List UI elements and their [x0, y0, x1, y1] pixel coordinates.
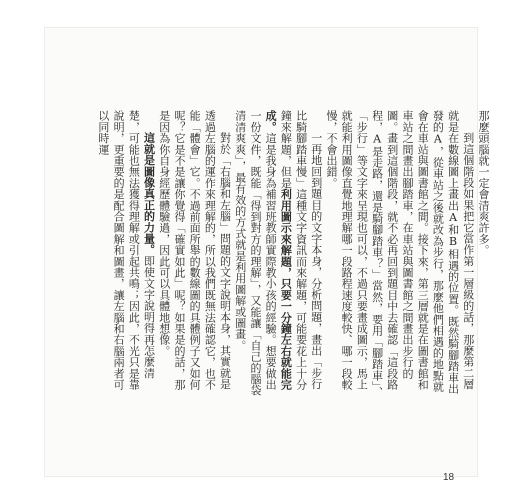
emphasis-text: 這就是圖像真正的力量。	[142, 132, 156, 256]
body-text: 即使文字說明得再怎麼清楚，可能也無法獲得理解或引起共鳴；因此，不光只是靠說明，更重要的是配合圖解和圖畫，讓左腦和右腦兩者可以同時運	[96, 110, 156, 390]
emphasis-text: 利用圖示來解題，只要一分鐘左右就能完成。	[264, 110, 293, 391]
body-text: 那麼頭腦就一定會清爽許多。	[477, 110, 490, 256]
body-text: 到這個階段如果把它當作第一層級的話，那麼第二層就是在數線圖上畫出A和B相遇的位置。既然騎腳踏車出發的A，從車站之後就改為步行，那麼他們相遇的地點就會在車站與圖書館之間。接下來，第三層就是在圖書館和車站之間畫出腳踏車，在車站與圖書館之間畫出步行的圖。畫到這個階段，就不必再回到題目中去確認「這段路程，A是走路，還是騎腳踏車？」當然，要用「腳踏車」、「步行」等文字來呈現也可以，不過只要畫成圖示，馬上就能利用圖像直覺地理解哪一段路程速度較快、哪一段較慢，不會出錯。	[324, 110, 475, 398]
book-page	[45, 28, 490, 483]
body-text: 一再地回到題目的文字本身，分析問題，畫出「步行比騎腳踏車慢」這種文字資訊而來解題，可能要花上十分鐘來解題，但是	[279, 110, 323, 390]
paragraph	[96, 110, 157, 400]
paragraph	[233, 110, 324, 400]
paragraph	[476, 110, 491, 400]
page-number: 18	[443, 472, 455, 483]
paragraph	[157, 110, 233, 400]
body-text: 對於「右腦和左腦」問題的文字說明本身，其實就是透過左腦的運作來理解的，所以我們既無法確認它，也不能「體會」它。不過前面所舉的數線圖的具體例子又如何呢？它是不是讓你覺得「確實如此」呢？如果是的話，那是因為你自身經歷體驗過，因此可以具體地想像。	[157, 110, 232, 390]
vertical-text-body	[96, 110, 491, 400]
paragraph	[324, 110, 476, 400]
body-text: 這是我身為補習班教師實際教小孩的經驗。想要做出一份文件，既能「得到對方的理解」，又能讓「自己的腦袋清清爽爽」，最有效的方式就是利用圖解或圖畫。	[233, 110, 278, 396]
